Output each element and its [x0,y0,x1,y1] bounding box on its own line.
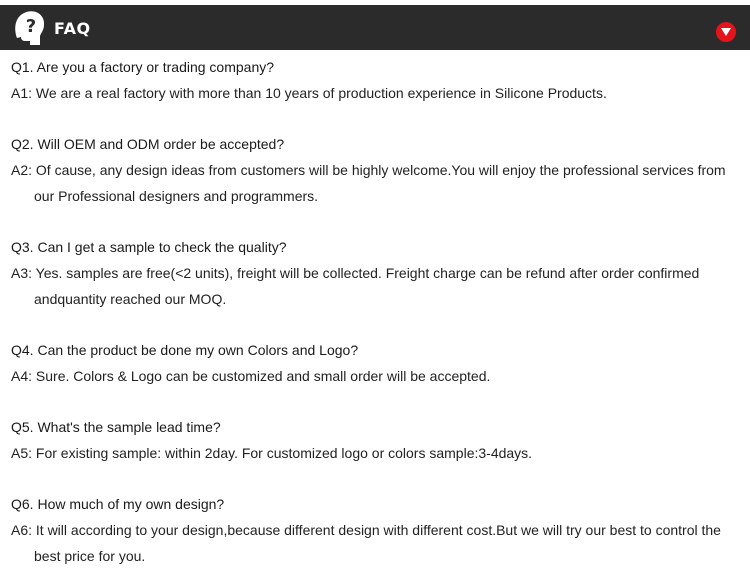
faq-answer-line: A2: Of cause, any design ideas from customers will be highly welcome.You will enjoy the professional services from [11,162,726,178]
chevron-down-icon [721,28,731,36]
faq-header [0,5,750,50]
faq-answer [11,260,699,312]
faq-answer-line-continued: best price for you. [34,548,146,564]
faq-question: Q3. Can I get a sample to check the quality? [11,239,287,255]
faq-question: Q2. Will OEM and ODM order be accepted? [11,136,285,152]
faq-question: Q5. What's the sample lead time? [11,419,221,435]
faq-answer [11,440,532,466]
faq-answer [11,517,721,569]
svg-text:?: ? [25,16,37,37]
faq-question: Q4. Can the product be done my own Colors and Logo? [11,342,359,358]
faq-question: Q1. Are you a factory or trading company? [11,59,275,75]
faq-answer-line-continued: andquantity reached our MOQ. [34,291,227,307]
page-title: FAQ [54,19,91,38]
faq-answer-line: A5: For existing sample: within 2day. For customized logo or colors sample:3-4days. [11,445,533,461]
faq-answer [11,363,490,389]
question-head-icon [9,8,49,48]
faq-answer-line-continued: our Professional designers and programmers. [34,188,319,204]
faq-answer [11,157,726,209]
faq-answer [11,80,607,106]
faq-question: Q6. How much of my own design? [11,496,225,512]
faq-answer-line: A6: It will according to your design,because different design with different cost.But we will try our best to control the [11,522,721,538]
faq-answer-line: A4: Sure. Colors & Logo can be customized and small order will be accepted. [11,368,491,384]
faq-answer-line: A3: Yes. samples are free(<2 units), freight will be collected. Freight charge can be refund after order confirmed [11,265,700,281]
faq-answer-line: A1: We are a real factory with more than 10 years of production experience in Silicone Products. [11,85,607,101]
collapse-toggle-button[interactable] [716,22,736,42]
